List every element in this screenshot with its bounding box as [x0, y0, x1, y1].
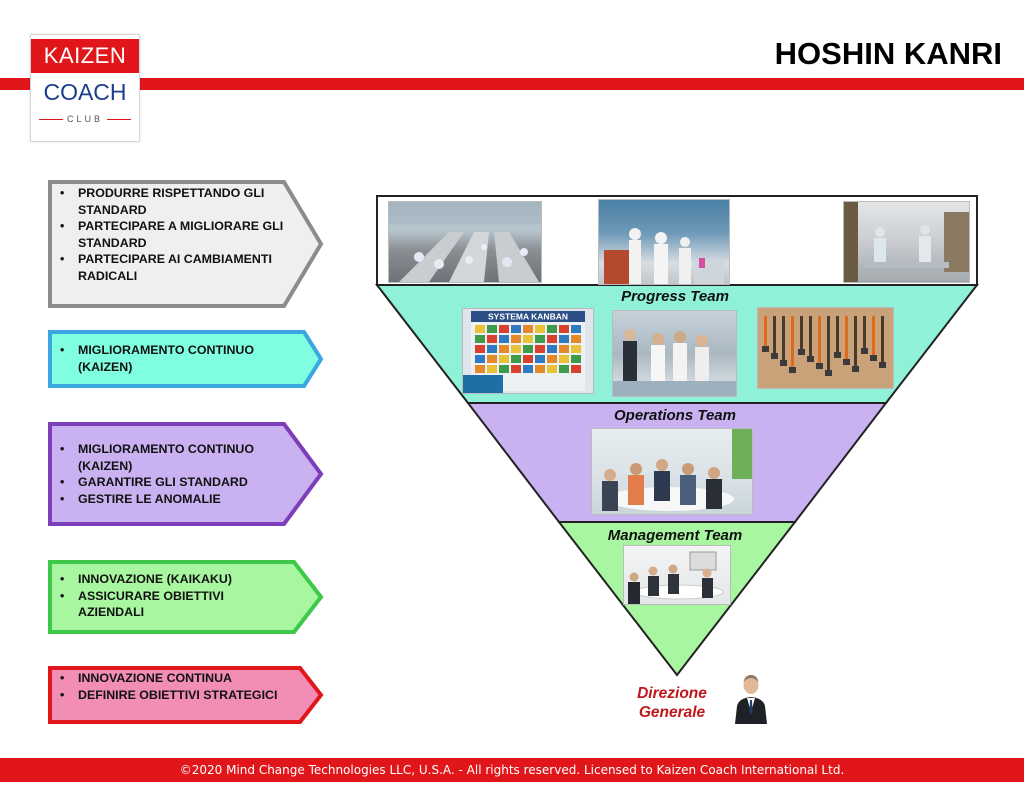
kanban-bin — [487, 335, 497, 343]
tool-silhouette — [800, 316, 803, 349]
arrow-box-operators — [48, 180, 324, 308]
kanban-bin — [523, 325, 533, 333]
kanban-bin — [571, 365, 581, 373]
tool-silhouette — [809, 316, 812, 356]
kanban-bin — [511, 345, 521, 353]
kanban-bin — [559, 325, 569, 333]
level-label-progress: Progress Team — [621, 288, 729, 305]
tool-silhouette — [854, 316, 857, 366]
kanban-bin — [511, 355, 521, 363]
tool-head — [798, 349, 805, 355]
level-label-operations: Operations Team — [614, 407, 736, 424]
tool-head — [789, 367, 796, 373]
logo-line-club: CLUB — [66, 114, 103, 124]
kanban-bin — [475, 335, 485, 343]
tool-head — [825, 370, 832, 376]
tool-head — [843, 359, 850, 365]
tool-head — [780, 360, 787, 366]
arrow-item: • MIGLIORAMENTO CONTINUO (KAIZEN) — [52, 441, 292, 474]
arrow-box-direction — [48, 666, 324, 724]
kanban-bin — [547, 355, 557, 363]
kanban-bin — [559, 365, 569, 373]
arrow-list-progress — [52, 342, 302, 375]
kanban-bin — [475, 345, 485, 353]
tool-silhouette — [845, 316, 848, 359]
kanban-board-photo — [462, 308, 594, 394]
logo-line-coach: COACH — [43, 79, 127, 105]
kanban-bin — [547, 335, 557, 343]
kanban-bin — [511, 365, 521, 373]
tool-head — [807, 356, 814, 362]
kanban-bin — [499, 365, 509, 373]
kanban-bin — [499, 335, 509, 343]
tool-shadow-board-photo — [757, 307, 894, 389]
kanban-bin — [535, 365, 545, 373]
kanban-bin — [511, 335, 521, 343]
kanban-bin — [547, 345, 557, 353]
tool-silhouette — [836, 316, 839, 352]
kanban-bin — [475, 355, 485, 363]
arrow-item: • PARTECIPARE AI CAMBIAMENTI RADICALI — [52, 251, 284, 284]
arrow-item: • GESTIRE LE ANOMALIE — [52, 491, 292, 508]
kanban-bin — [475, 325, 485, 333]
kanban-bin — [487, 325, 497, 333]
kanban-bin — [535, 335, 545, 343]
tool-silhouette — [872, 316, 875, 355]
arrow-box-operations — [48, 422, 324, 526]
tool-silhouette — [881, 316, 884, 362]
arrow-item: • GARANTIRE GLI STANDARD — [52, 474, 292, 491]
arrow-item: • INNOVAZIONE CONTINUA — [52, 670, 292, 687]
kanban-bin — [475, 365, 485, 373]
arrow-item: • PARTECIPARE A MIGLIORARE GLI STANDARD — [52, 218, 284, 251]
executive-avatar — [733, 672, 769, 724]
kanban-bin — [487, 355, 497, 363]
cleanroom-workers-photo — [598, 199, 730, 285]
kanban-bin — [559, 335, 569, 343]
management-meeting-photo — [623, 545, 731, 605]
tool-head — [861, 348, 868, 354]
tool-silhouette — [782, 316, 785, 360]
lab-team-meeting-photo — [612, 310, 737, 397]
arrow-box-progress — [48, 330, 324, 388]
tool-silhouette — [818, 316, 821, 363]
arrow-item: • MIGLIORAMENTO CONTINUO (KAIZEN) — [52, 342, 302, 375]
arrow-list-operators — [52, 185, 284, 284]
tool-head — [816, 363, 823, 369]
kanban-bin — [535, 345, 545, 353]
arrow-list-direction — [52, 670, 292, 703]
arrow-list-operations — [52, 441, 292, 507]
factory-production-line-photo — [388, 201, 542, 283]
kanban-bin — [571, 335, 581, 343]
arrow-item: • INNOVAZIONE (KAIKAKU) — [52, 571, 292, 588]
tool-head — [834, 352, 841, 358]
operations-meeting-photo — [591, 428, 753, 515]
kanban-bin — [487, 345, 497, 353]
kanban-bin — [547, 365, 557, 373]
level-label-management: Management Team — [607, 527, 743, 544]
kanban-bin — [511, 325, 521, 333]
kanban-bin — [535, 325, 545, 333]
kanban-bin — [499, 345, 509, 353]
arrow-item: • PRODURRE RISPETTANDO GLI STANDARD — [52, 185, 284, 218]
kanban-bin — [535, 355, 545, 363]
tool-head — [870, 355, 877, 361]
tool-silhouette — [827, 316, 830, 370]
arrow-box-management — [48, 560, 324, 634]
kanban-bin — [571, 325, 581, 333]
kitchen-workers-photo — [843, 201, 970, 283]
tool-head — [879, 362, 886, 368]
kanban-bin — [499, 325, 509, 333]
footer-copyright: ©2020 Mind Change Technologies LLC, U.S.A. - All rights reserved. Licensed to Kaizen Coach International Ltd. — [0, 758, 1024, 782]
kanban-bin — [523, 345, 533, 353]
tool-silhouette — [764, 316, 767, 346]
kanban-bin — [571, 345, 581, 353]
kanban-sign-text: SYSTEMA KANBAN — [488, 311, 568, 322]
tool-head — [771, 353, 778, 359]
kanban-bin — [523, 365, 533, 373]
kanban-bin — [487, 365, 497, 373]
tool-silhouette — [791, 316, 794, 367]
kanban-bin — [523, 355, 533, 363]
kanban-bin — [547, 325, 557, 333]
kanban-bin — [559, 345, 569, 353]
arrow-list-management — [52, 571, 292, 621]
arrow-item: • ASSICURARE OBIETTIVI AZIENDALI — [52, 588, 292, 621]
tool-silhouette — [773, 316, 776, 353]
logo-line-kaizen: KAIZEN — [31, 39, 139, 73]
tool-head — [852, 366, 859, 372]
kanban-bin — [523, 335, 533, 343]
tool-head — [762, 346, 769, 352]
arrow-item: • DEFINIRE OBIETTIVI STRATEGICI — [52, 687, 292, 704]
kanban-bin — [559, 355, 569, 363]
direzione-generale-label: Direzione Generale — [637, 685, 707, 721]
kanban-bin — [499, 355, 509, 363]
page-title: HOSHIN KANRI — [774, 36, 1002, 71]
tool-silhouette — [863, 316, 866, 348]
kanban-bin — [571, 355, 581, 363]
